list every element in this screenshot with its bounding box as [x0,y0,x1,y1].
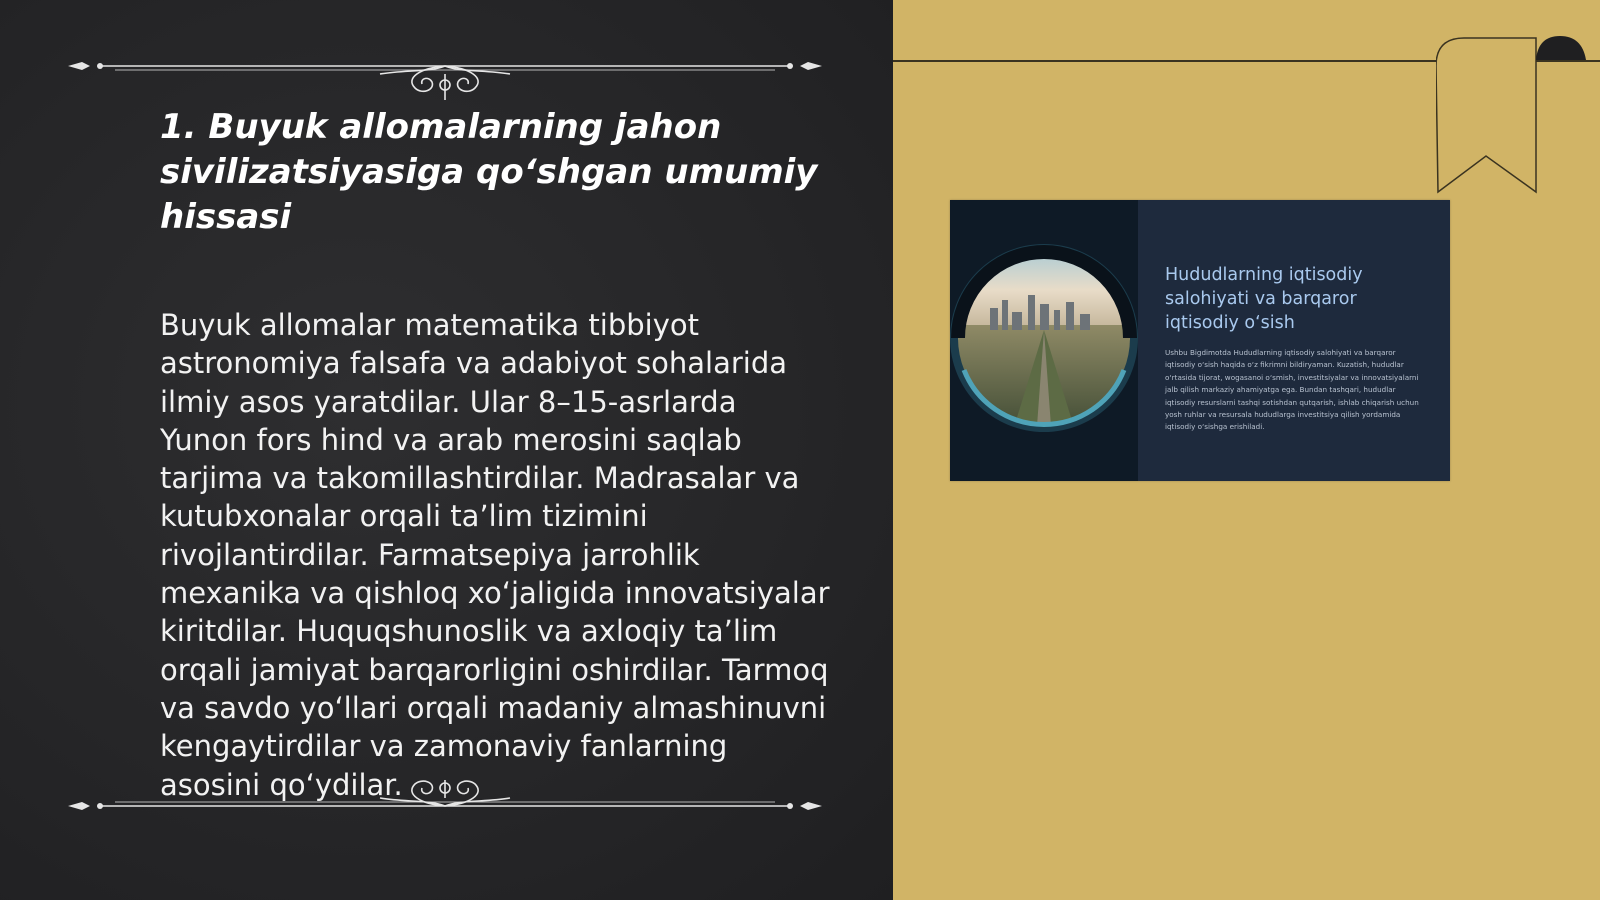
thumbnail-body-text: Ushbu Bigdimotda Hududlarning iqtisodiy salohiyati va barqaror iqtisodiy o‘sish haqida o‘z fikrimni bildiryaman. Kuzatish, hududlar o‘rtasida tijorat, wogasanoi o‘smish, investitsiyalar va innovatsiyalarni jalb qilish markaziy ahamiyatga ega. Bundan tashqari, hududlar iqtisodiy resurslarni tashqi sotishdan qutqarish, ishlab chiqarish uchun yosh ruhlar va resursala hududlarga investitsiya qilish yordamida iqtisodiy o‘sishga erishiladi. [1165,348,1419,432]
slide-thumbnail-card[interactable] [950,200,1450,481]
slide-title: 1. Buyuk allomalarning jahon sivilizatsiyasiga qo‘shgan umumiy hissasi [160,107,818,237]
bottom-ornament-divider [60,780,830,840]
top-ornament-divider [60,40,830,100]
ornament-flourish-icon [60,780,830,840]
bookmark-ribbon-icon [1436,36,1600,196]
thumbnail-title: Hududlarning iqtisodiy salohiyati va barqaror iqtisodiy o‘sish [1165,265,1363,333]
slide-body-text: Buyuk allomalar matematika tibbiyot astronomiya falsafa va adabiyot sohalarida ilmiy asos yaratdilar. Ular 8–15-asrlarda Yunon fors hind va arab merosini saqlab tarjima va takomillashtirdilar. Madrasalar va kutubxonalar orqali ta’lim tizimini rivojlantirdilar. Farmatsepiya jarrohlik mexanika va qishloq xo‘jaligida innovatsiyalar kiritdilar. Huquqshunoslik va axloqiy ta’lim orqali jamiyat barqarorligini oshirdilar. Tarmoq va savdo yo‘llari orqali madaniy almashinuvni kengaytirdilar va zamonaviy fanlarning asosini qo‘ydilar. [160,308,830,802]
city-photo-image [950,200,1138,481]
ornament-flourish-icon [60,40,830,100]
